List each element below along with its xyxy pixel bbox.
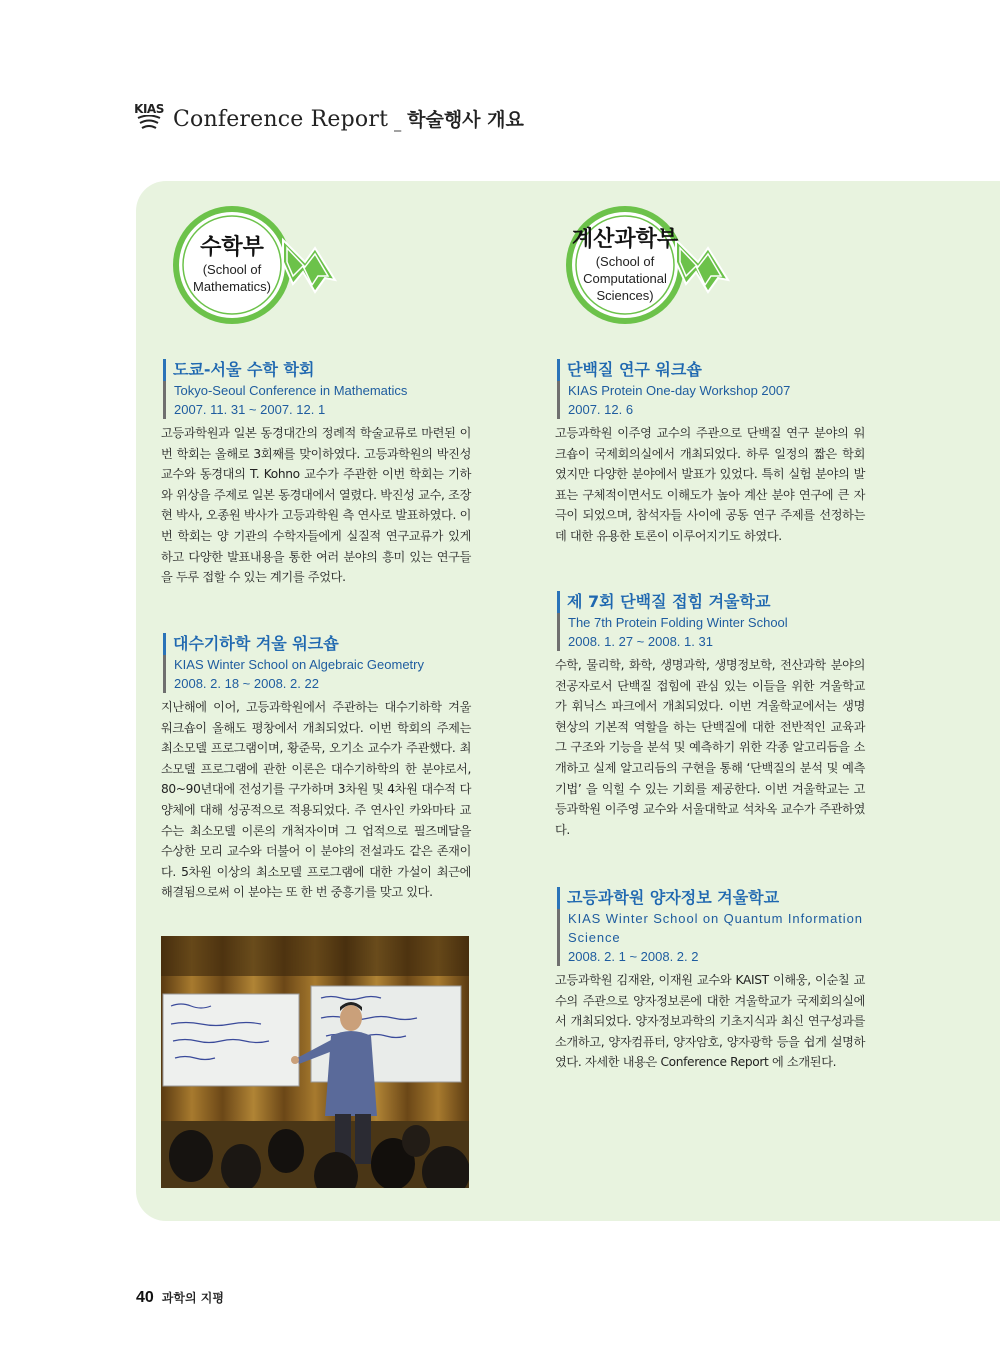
- section-subtitle: KIAS Winter School on Quantum Information Science: [568, 911, 863, 945]
- header-title-en: Conference Report: [173, 107, 389, 132]
- section-title: 고등과학원 양자정보 겨울학교: [567, 888, 780, 907]
- section-title: 대수기하학 겨울 워크숍: [173, 634, 339, 653]
- lecture-photo-image: [161, 936, 469, 1188]
- page-number: 40: [136, 1289, 154, 1306]
- section-protein-folding: [557, 591, 865, 840]
- lecture-photo: [161, 936, 469, 1188]
- section-tokyo-seoul: [163, 359, 471, 588]
- publication-name: 과학의 지평: [161, 1291, 224, 1305]
- logo-swirl-icon: [136, 115, 162, 129]
- section-body: 수학, 물리학, 화학, 생명과학, 생명정보학, 전산과학 분야의 전공자로서 단백질 접힘에 관심 있는 이들을 위한 겨울학교가 휘닉스 파크에서 개최되었다. 이번 겨울학교에서는 생명현상의 기본적 역할을 하는 단백질에 대한 전반적인 교육과 그 구조와 기능을 분석 및 예측하기 위한 각종 알고리듬을 소개하고 실제 알고리듬의 구현을 통해 ‘단백질의 분석 및 예측 기법’ 을 익힐 수 있는 기회를 제공한다. 이번 겨울학교는 고등과학원 이주영 교수와 서울대학교 석차옥 교수가 주관하였다.: [555, 658, 865, 837]
- section-body: 고등과학원 이주영 교수의 주관으로 단백질 연구 분야의 워크숍이 국제회의실에서 개최되었다. 하루 일정의 짧은 학회였지만 다양한 분야에서 발표가 있었다. 특히 실험 분야의 발표는 구체적이면서도 이해도가 높아 계산 분야 연구에 큰 자극이 되었으며, 참석자들 사이에 공동 연구 주제를 선정하는 데 대한 유용한 토론이 이루어지기도 하였다.: [555, 426, 865, 543]
- section-subtitle: KIAS Protein One-day Workshop 2007: [568, 383, 791, 398]
- header-title-ko: 학술행사 개요: [407, 109, 524, 131]
- school-name-ko: 계산과학부: [571, 226, 679, 252]
- section-body: 고등과학원과 일본 동경대간의 정례적 학술교류로 마련된 이번 학회는 올해로 3회째를 맞이하였다. 고등과학원의 박진성 교수와 동경대의 T. Kohno 교수가 주관한 이번 학회는 기하와 위상을 주제로 일본 동경대에서 열렸다. 박진성 교수, 조장현 박사, 오종원 박사가 고등과학원 측 연사로 발표하였다. 이번 학회는 양 기관의 수학자들에게 실질적 연구교류가 있게 하고 다양한 발표내용을 통한 여러 분야의 흥미 있는 연구들을 두루 접할 수 있는 계기를 주었다.: [161, 426, 471, 585]
- section-heading: [557, 359, 865, 419]
- section-quantum-information: [557, 887, 865, 1073]
- page-footer: [136, 1289, 224, 1307]
- section-protein-workshop: [557, 359, 865, 547]
- section-heading: [557, 591, 865, 651]
- section-title: 도쿄-서울 수학 학회: [173, 360, 315, 379]
- section-date: 2007. 11. 31 ~ 2007. 12. 1: [174, 402, 326, 417]
- logo-text: KIAS: [134, 102, 164, 116]
- school-badge-computational: [558, 200, 738, 330]
- section-subtitle: KIAS Winter School on Algebraic Geometry: [174, 657, 425, 672]
- section-subtitle: The 7th Protein Folding Winter School: [568, 615, 788, 630]
- section-body: 고등과학원 김재완, 이재원 교수와 KAIST 이해웅, 이순칠 교수의 주관으로 양자정보론에 대한 겨울학교가 국제회의실에서 개최되었다. 양자정보과학의 기초지식과 최신 연구성과를 소개하고, 양자컴퓨터, 양자암호, 양자광학 등을 쉽게 설명하였다. 자세한 내용은 Conference Report 에 소개된다.: [555, 973, 865, 1070]
- header-separator: _: [394, 116, 402, 132]
- school-badge-mathematics: [165, 200, 345, 330]
- section-title: 제 7회 단백질 접힘 겨울학교: [567, 592, 771, 611]
- section-title: 단백질 연구 워크숍: [567, 360, 702, 379]
- section-date: 2008. 2. 1 ~ 2008. 2. 2: [568, 949, 699, 964]
- section-date: 2007. 12. 6: [568, 402, 634, 417]
- section-date: 2008. 1. 27 ~ 2008. 1. 31: [568, 634, 713, 649]
- section-date: 2008. 2. 18 ~ 2008. 2. 22: [174, 676, 319, 691]
- section-heading: [163, 633, 471, 693]
- section-subtitle: Tokyo-Seoul Conference in Mathematics: [174, 383, 408, 398]
- section-algebraic-geometry: [163, 633, 471, 903]
- page-header: [133, 96, 524, 132]
- kias-logo: [133, 100, 165, 132]
- section-body: 지난해에 이어, 고등과학원에서 주관하는 대수기하학 겨울 워크숍이 올해도 평창에서 개최되었다. 이번 학회의 주제는 최소모델 프로그램이며, 황준묵, 오기소 교수가 주관했다. 최소모델 프로그램에 관한 이론은 대수기하학의 한 분야로서, 80~90년대에 전성기를 구가하며 3차원 및 4차원 대수적 다양체에 대해 성공적으로 적용되었다. 주 연사인 카와마타 교수는 최소모델 이론의 개척자이며 그 업적으로 필즈메달을 수상한 모리 교수와 더불어 이 분야의 전설과도 같은 존재이다. 5차원 이상의 최소모델 프로그램에 대한 가설이 최근에 해결됨으로써 이 분야는 또 한 번 중흥기를 맞고 있다.: [161, 700, 471, 900]
- school-name-ko: 수학부: [200, 235, 264, 260]
- section-heading: [557, 887, 865, 966]
- section-heading: [163, 359, 471, 419]
- school-name-en: (School of Mathematics): [192, 262, 272, 294]
- school-name-en: (School of Computational Sciences): [583, 253, 667, 303]
